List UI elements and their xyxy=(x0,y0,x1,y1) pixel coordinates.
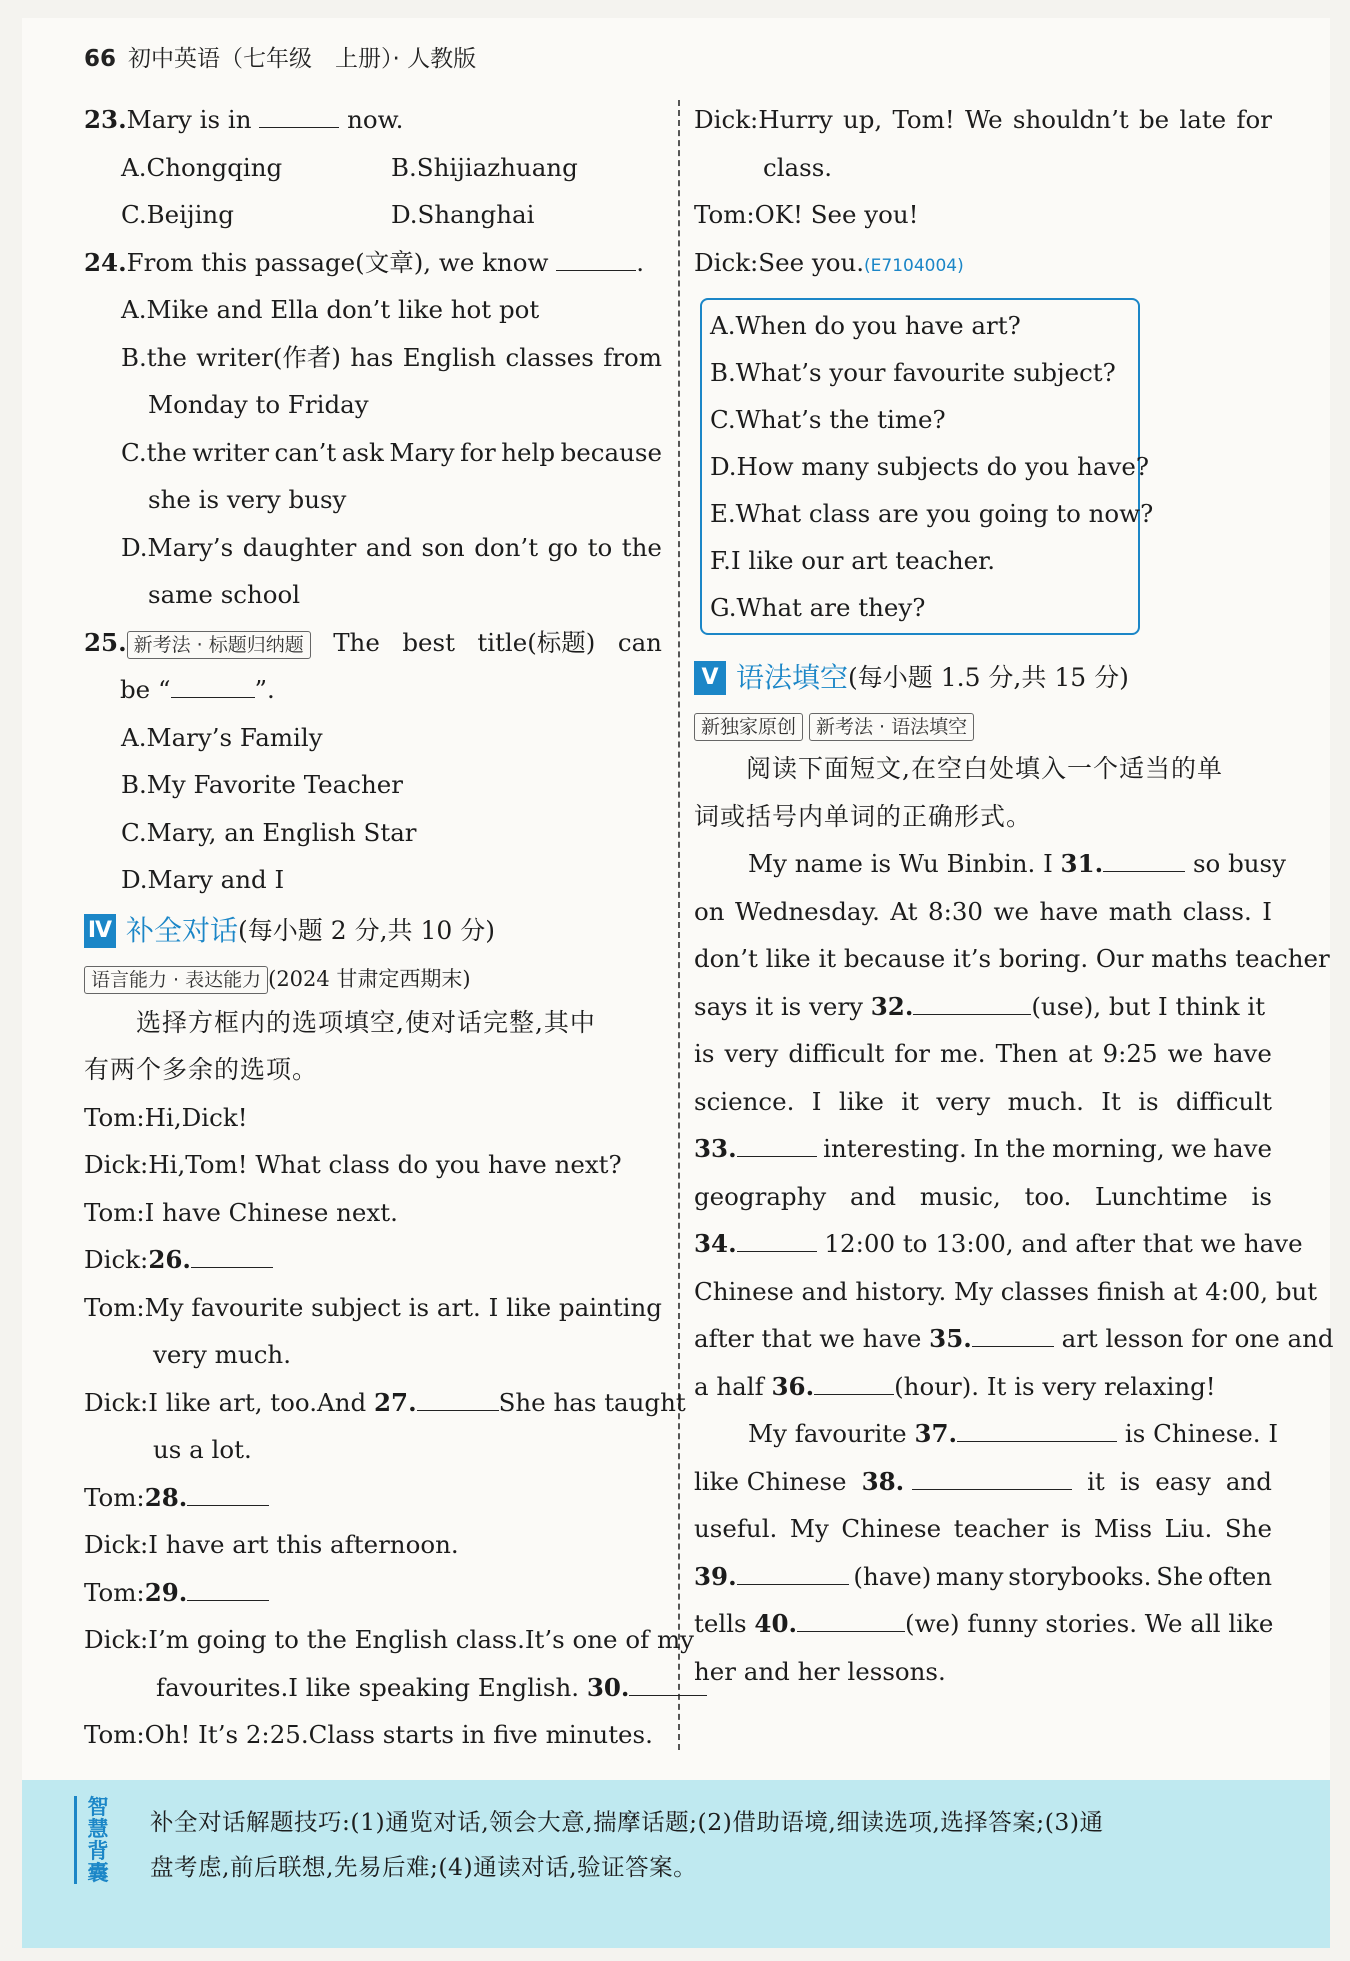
option-d-cont: same school xyxy=(148,580,301,609)
option-d[interactable]: D.Shanghai xyxy=(391,200,535,229)
section-5-title xyxy=(694,651,1272,705)
box-option-c[interactable]: C.What’s the time? xyxy=(710,405,946,434)
dialogue-line: Tom:OK! See you! xyxy=(694,200,919,229)
tip-line: 盘考虑,前后联想,先易后难;(4)通读对话,验证答案。 xyxy=(150,1853,698,1881)
right-column xyxy=(694,96,1334,1695)
dialogue-line: Dick:I like art, too.And 27. She has taught xyxy=(84,1387,686,1417)
exam-tag: 新考法 · 标题归纳题 xyxy=(127,631,311,659)
question-stem: From this passage(文章), we know xyxy=(126,247,549,277)
question-23 xyxy=(84,96,662,239)
tip-text xyxy=(150,1800,1276,1890)
dialogue-line: Dick:Hurry up, Tom! We shouldn’t be late for xyxy=(694,105,1272,134)
dialogue-line: Dick:I’m going to the English class.It’s one of my xyxy=(84,1625,695,1654)
dialogue-line: Tom:My favourite subject is art. I like painting xyxy=(84,1292,662,1322)
question-stem: The xyxy=(333,627,380,657)
box-option-a[interactable]: A.When do you have art? xyxy=(710,311,1021,340)
box-option-g[interactable]: G.What are they? xyxy=(710,593,926,622)
answer-blank-31[interactable] xyxy=(1103,853,1185,872)
answer-blank[interactable] xyxy=(556,252,636,271)
section-4-title xyxy=(84,904,662,958)
dialogue-line: Tom:29. xyxy=(84,1569,662,1617)
option-c[interactable]: C.the writer can’t ask Mary for help because xyxy=(121,437,662,467)
answer-blank-34[interactable] xyxy=(737,1233,817,1252)
option-a[interactable]: A.Mary’s Family xyxy=(121,722,323,752)
section-score: (每小题 2 分,共 10 分) xyxy=(238,915,495,945)
left-column xyxy=(84,96,695,1759)
dialogue-line-cont: favourites.I like speaking English. 30. xyxy=(84,1664,662,1712)
original-tag: 新独家原创 xyxy=(694,713,803,741)
option-d[interactable]: D.Mary’s daughter and son don’t go to the xyxy=(121,532,662,562)
question-stem-end: now. xyxy=(347,105,404,134)
option-a[interactable]: A.Chongqing xyxy=(121,152,283,182)
answer-blank-32[interactable] xyxy=(913,996,1031,1015)
answer-blank-29[interactable] xyxy=(187,1582,269,1601)
answer-blank[interactable] xyxy=(171,679,255,698)
item-code: (E7104004) xyxy=(864,255,964,276)
question-stem: Mary is in xyxy=(126,105,252,134)
dialogue-line: Tom:28. xyxy=(84,1474,662,1522)
option-b-cont: Monday to Friday xyxy=(148,390,369,419)
dialogue-line: Dick:Hi,Tom! What class do you have next? xyxy=(84,1150,622,1179)
dialogue-line: Dick:See you.(E7104004) xyxy=(694,247,964,277)
question-25: 25. 新考法 · 标题归纳题 The best title(标题) can be “ ”. A.Mary’s Family B.My Favorite Teacher C.Mary, an English Star D.Mary and I xyxy=(84,619,662,904)
box-option-b[interactable]: B.What’s your favourite subject? xyxy=(710,358,1116,387)
question-number: 24. xyxy=(84,247,127,277)
option-c[interactable]: C.Beijing xyxy=(121,200,234,229)
option-b[interactable]: B.My Favorite Teacher xyxy=(121,770,403,799)
answer-blank-37[interactable] xyxy=(957,1423,1117,1442)
option-b[interactable]: B.Shijiazhuang xyxy=(391,152,578,182)
answer-blank-38[interactable] xyxy=(912,1471,1072,1490)
dialogue-line: Tom:Hi,Dick! xyxy=(84,1102,248,1132)
answer-blank[interactable] xyxy=(259,109,339,128)
grammar-passage: My name is Wu Binbin. I 31. so busy on Wednesday. At 8:30 we have math class. I don’t like it because it’s boring. Our maths teacher says it is very 32. (use), but I think it is very difficult for me. Then at 9:25 we have science. I like it very much. It is difficult 33. interesting. In the morning, we have geography and music, too. Lunchtime is 34. 12:00 to 13:00, and after that we have Chinese and history. My classes finish at 4:00, but after that we have 35. art lesson for one and a half 36. (hour). It is very relaxing! My favourite 37. is Chinese. I like Chinese 38. it is easy and useful. My Chinese teacher is Miss Liu. She 39. (have) many storybooks. She often tells 40. (we) funny stories. We all like her and her lessons. xyxy=(694,849,1334,1686)
dialogue-line-cont: class. xyxy=(763,152,833,182)
page-header xyxy=(84,40,476,73)
answer-blank-36[interactable] xyxy=(814,1376,894,1395)
box-option-f[interactable]: F.I like our art teacher. xyxy=(710,546,995,575)
options-box xyxy=(700,298,1154,635)
option-d[interactable]: D.Mary and I xyxy=(121,865,285,894)
section-number-badge: Ⅳ xyxy=(84,914,116,948)
instructions: 阅读下面短文,在空白处填入一个适当的单 xyxy=(746,754,1223,783)
instructions-cont: 有两个多余的选项。 xyxy=(84,1055,319,1084)
section-name: 语法填空 xyxy=(736,661,849,694)
option-c[interactable]: C.Mary, an English Star xyxy=(121,817,417,847)
instructions-cont: 词或括号内单词的正确形式。 xyxy=(694,801,1033,831)
dialogue-line-cont: very much. xyxy=(153,1340,291,1369)
exam-tag: 新考法 · 语法填空 xyxy=(809,713,974,741)
option-c-cont: she is very busy xyxy=(148,485,347,514)
answer-blank-39[interactable] xyxy=(737,1566,849,1585)
source-note: (2024 甘肃定西期末) xyxy=(268,966,471,991)
page-number: 66 xyxy=(84,46,117,72)
answer-blank-35[interactable] xyxy=(972,1328,1054,1347)
answer-blank-33[interactable] xyxy=(737,1138,817,1157)
box-option-d[interactable]: D.How many subjects do you have? xyxy=(710,452,1149,481)
dialogue-left xyxy=(84,1094,695,1759)
answer-blank-28[interactable] xyxy=(187,1487,269,1506)
box-option-e[interactable]: E.What class are you going to now? xyxy=(710,499,1154,528)
dialogue-line-cont: us a lot. xyxy=(153,1435,252,1464)
dialogue-line: Dick:I have art this afternoon. xyxy=(84,1530,459,1559)
option-b[interactable]: B.the writer(作者) has English classes from xyxy=(121,342,662,372)
skill-tag: 语言能力 · 表达能力 xyxy=(84,966,268,994)
instructions: 选择方框内的选项填空,使对话完整,其中 xyxy=(136,1007,596,1037)
question-number: 25. xyxy=(84,627,127,657)
answer-blank-26[interactable] xyxy=(191,1249,273,1268)
book-title: 初中英语（七年级 上册）· 人教版 xyxy=(128,46,477,72)
section-score: (每小题 1.5 分,共 15 分) xyxy=(848,663,1129,692)
dialogue-line: Tom:Oh! It’s 2:25.Class starts in five minutes. xyxy=(84,1720,653,1749)
question-number: 23. xyxy=(84,105,127,134)
dialogue-line: Tom:I have Chinese next. xyxy=(84,1197,398,1227)
question-24: 24.From this passage(文章), we know . A.Mike and Ella don’t like hot pot B.the writer(作者) has English classes from Monday to Friday C.the writer can’t ask Mary for help because she is very busy D.Mary’s daughter and son don’t go to the same school xyxy=(84,239,662,619)
answer-blank-27[interactable] xyxy=(417,1392,499,1411)
dialogue-line: Dick:26. xyxy=(84,1236,662,1284)
column-divider xyxy=(678,100,680,1750)
tip-line: 补全对话解题技巧:(1)通览对话,领会大意,揣摩话题;(2)借助语境,细读选项,选择答案;(3)通 xyxy=(150,1808,1104,1836)
section-name: 补全对话 xyxy=(126,913,239,947)
answer-blank-40[interactable] xyxy=(797,1613,905,1632)
tip-title: 智慧背囊 xyxy=(74,1796,115,1884)
option-a[interactable]: A.Mike and Ella don’t like hot pot xyxy=(121,295,540,324)
section-number-badge: Ⅴ xyxy=(694,661,726,695)
